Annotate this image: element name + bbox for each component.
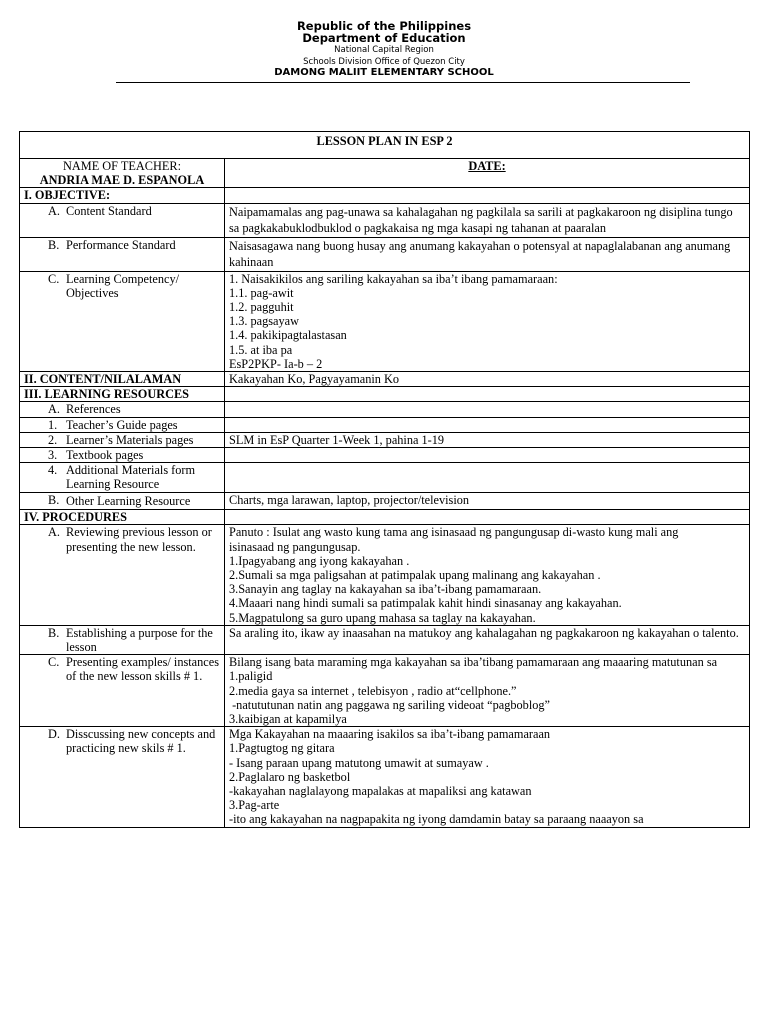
procedure-c-value-cell [225, 655, 750, 727]
date-label: DATE: [468, 159, 506, 173]
competency-row [20, 271, 750, 371]
additional-materials-row [20, 463, 750, 492]
item-letter: A. [48, 402, 60, 417]
content-standard-label-cell [20, 203, 225, 237]
empty-cell [225, 188, 750, 203]
teacher-label: NAME OF TEACHER: [63, 159, 181, 173]
procedure-line: 2.Paglalaro ng basketbol [229, 769, 351, 784]
item-number: 4. [48, 463, 58, 478]
empty-cell [225, 463, 750, 492]
teacher-cell [20, 159, 225, 188]
item-letter: A. [48, 525, 60, 540]
performance-standard-label: Performance Standard [66, 237, 176, 252]
procedure-line: 2.Sumali sa mga paligsahan at patimpalak upang malinang ang kakayahan . [229, 567, 601, 582]
empty-cell [225, 448, 750, 463]
resources-heading-row [20, 387, 750, 402]
objective-heading-row [20, 188, 750, 203]
procedures-heading: IV. PROCEDURES [20, 510, 225, 525]
lesson-plan-title: LESSON PLAN IN ESP 2 [20, 132, 750, 159]
procedure-c-row [20, 655, 750, 727]
competency-line: 1.4. pakikipagtalastasan [229, 328, 347, 343]
teacher-row [20, 159, 750, 188]
header-republic: Republic of the Philippines [296, 19, 472, 33]
other-resources-label: Other Learning Resource [66, 493, 191, 508]
objective-heading: I. OBJECTIVE: [20, 188, 225, 203]
procedure-d-value-cell [225, 727, 750, 827]
procedure-line: Panuto : Isulat ang wasto kung tama ang isinasaad ng pangungusap di-wasto kung mali ang [229, 525, 679, 540]
content-heading: II. CONTENT/NILALAMAN [20, 372, 225, 387]
procedure-line: -natututunan natin ang paggawa ng sariling videoat “pagboblog” [229, 697, 550, 712]
procedure-a-row [20, 525, 750, 625]
competency-line: 1. Naisakikilos ang sariling kakayahan sa iba’t ibang pamamaraan: [229, 271, 558, 286]
header-division: Schools Division Office of Quezon City [303, 57, 465, 67]
teacher-name: ANDRIA MAE D. ESPANOLA [39, 173, 205, 188]
teachers-guide-label-cell [20, 417, 225, 432]
header-divider [116, 82, 690, 83]
competency-label-cell [20, 271, 225, 371]
procedure-line: 3.kaibigan at kapamilya [229, 712, 347, 726]
performance-standard-label-cell [20, 237, 225, 271]
procedure-line: isinasaad ng pangungusap. [229, 539, 361, 554]
procedure-line: 5.Magpatulong sa guro upang mahasa sa taglay na kakayahan. [229, 610, 536, 625]
references-label-cell [20, 402, 225, 417]
procedure-line: 1.paligid [229, 669, 273, 684]
lesson-plan-table [19, 131, 750, 828]
content-value: Kakayahan Ko, Pagyayamanin Ko [225, 372, 750, 387]
additional-materials-label-cell [20, 463, 225, 492]
procedure-b-label: Establishing a purpose for the lesson [66, 625, 213, 654]
content-row [20, 372, 750, 387]
other-resources-label-cell [20, 492, 225, 510]
item-number: 1. [48, 417, 58, 432]
content-standard-label: Content Standard [66, 203, 152, 218]
procedure-line: 1.Ipagyabang ang iyong kakayahan . [229, 553, 410, 568]
header-department: Department of Education [302, 31, 466, 45]
competency-line: 1.2. pagguhit [229, 300, 294, 315]
procedure-a-label: Reviewing previous lesson or presenting the new lesson. [66, 525, 212, 554]
performance-standard-value: Naisasagawa nang buong husay ang anumang kakayahan o potensyal at napaglalabanan ang anumang kahinaan [225, 237, 750, 271]
performance-standard-row [20, 237, 750, 271]
item-number: 2. [48, 432, 58, 447]
item-number: 3. [48, 448, 58, 463]
content-standard-value: Naipamamalas ang pag-unawa sa kahalagahan ng pagkilala sa sarili at pagkakaroon ng disiplina tungo sa pagkakabuklodbuklod o pagkakaisa ng mga kasapi ng tahanan at paaralan [225, 203, 750, 237]
learners-materials-label: Learner’s Materials pages [66, 432, 194, 447]
competency-line: 1.1. pag-awit [229, 285, 294, 300]
competency-line: 1.3. pagsayaw [229, 314, 300, 329]
competency-label: Learning Competency/ Objectives [66, 271, 180, 300]
item-letter: B. [48, 237, 60, 252]
resources-heading: III. LEARNING RESOURCES [20, 387, 225, 402]
teachers-guide-label: Teacher’s Guide pages [66, 417, 178, 432]
additional-materials-label: Additional Materials form Learning Resource [66, 463, 196, 492]
procedure-line: Bilang isang bata maraming mga kakayahan sa iba’tibang pamamaraan ang maaaring matutunan sa [229, 655, 718, 670]
item-letter: C. [48, 655, 60, 670]
procedures-heading-row [20, 510, 750, 525]
procedure-c-label-cell [20, 655, 225, 727]
procedure-line: 4.Maaari nang hindi sumali sa patimpalak kahit hindi sinasanay ang kakayahan. [229, 596, 622, 611]
competency-code: EsP2PKP- Ia-b – 2 [229, 356, 323, 371]
empty-cell [225, 402, 750, 417]
competency-value-cell [225, 271, 750, 371]
procedure-line: -ito ang kakayahan na nagpapakita ng iyong damdamin batay sa paraang naaayon sa [229, 812, 644, 827]
date-cell [225, 159, 750, 188]
learners-materials-value: SLM in EsP Quarter 1-Week 1, pahina 1-19 [225, 432, 750, 447]
learners-materials-label-cell [20, 432, 225, 447]
procedure-line: 3.Sanayin ang taglay na kakayahan sa iba’t-ibang pamamaraan. [229, 582, 542, 597]
references-label: References [66, 402, 121, 417]
empty-cell [225, 510, 750, 525]
procedure-line: Mga Kakayahan na maaaring isakilos sa iba’t-ibang pamamaraan [229, 727, 551, 742]
item-letter: D. [48, 727, 60, 742]
textbook-row [20, 448, 750, 463]
empty-cell [225, 417, 750, 432]
textbook-label: Textbook pages [66, 448, 144, 463]
procedure-line: 3.Pag-arte [229, 798, 280, 813]
procedure-d-label: Disscussing new concepts and practicing new skils # 1. [66, 727, 216, 756]
procedure-line: -kakayahan naglalayong mapalakas at mapaliksi ang katawan [229, 784, 532, 799]
references-row [20, 402, 750, 417]
procedure-c-label: Presenting examples/ instances of the new lesson skills # 1. [66, 655, 219, 684]
procedure-d-label-cell [20, 727, 225, 827]
item-letter: A. [48, 203, 60, 218]
textbook-label-cell [20, 448, 225, 463]
procedure-line: - Isang paraan upang matutong umawit at sumayaw . [229, 755, 489, 770]
content-standard-row [20, 203, 750, 237]
procedure-b-row [20, 625, 750, 654]
procedure-d-row [20, 727, 750, 827]
teachers-guide-row [20, 417, 750, 432]
competency-line: 1.5. at iba pa [229, 342, 293, 357]
procedure-b-label-cell [20, 625, 225, 654]
procedure-b-value: Sa araling ito, ikaw ay inaasahan na matukoy ang kahalagahan ng pagkakaroon ng kakayahan o talento. [225, 625, 750, 654]
procedure-line: 1.Pagtugtog ng gitara [229, 741, 335, 756]
header-school: DAMONG MALIIT ELEMENTARY SCHOOL [274, 67, 494, 78]
other-resources-value: Charts, mga larawan, laptop, projector/television [225, 492, 750, 510]
item-letter: B. [48, 492, 60, 507]
empty-cell [225, 387, 750, 402]
procedure-a-label-cell [20, 525, 225, 625]
procedure-a-value-cell [225, 525, 750, 625]
other-resources-row [20, 492, 750, 510]
title-row [20, 132, 750, 159]
item-letter: B. [48, 625, 60, 640]
procedure-line: 2.media gaya sa internet , telebisyon , radio at“cellphone.” [229, 683, 517, 698]
learners-materials-row [20, 432, 750, 447]
item-letter: C. [48, 271, 60, 286]
header-region: National Capital Region [334, 45, 434, 55]
